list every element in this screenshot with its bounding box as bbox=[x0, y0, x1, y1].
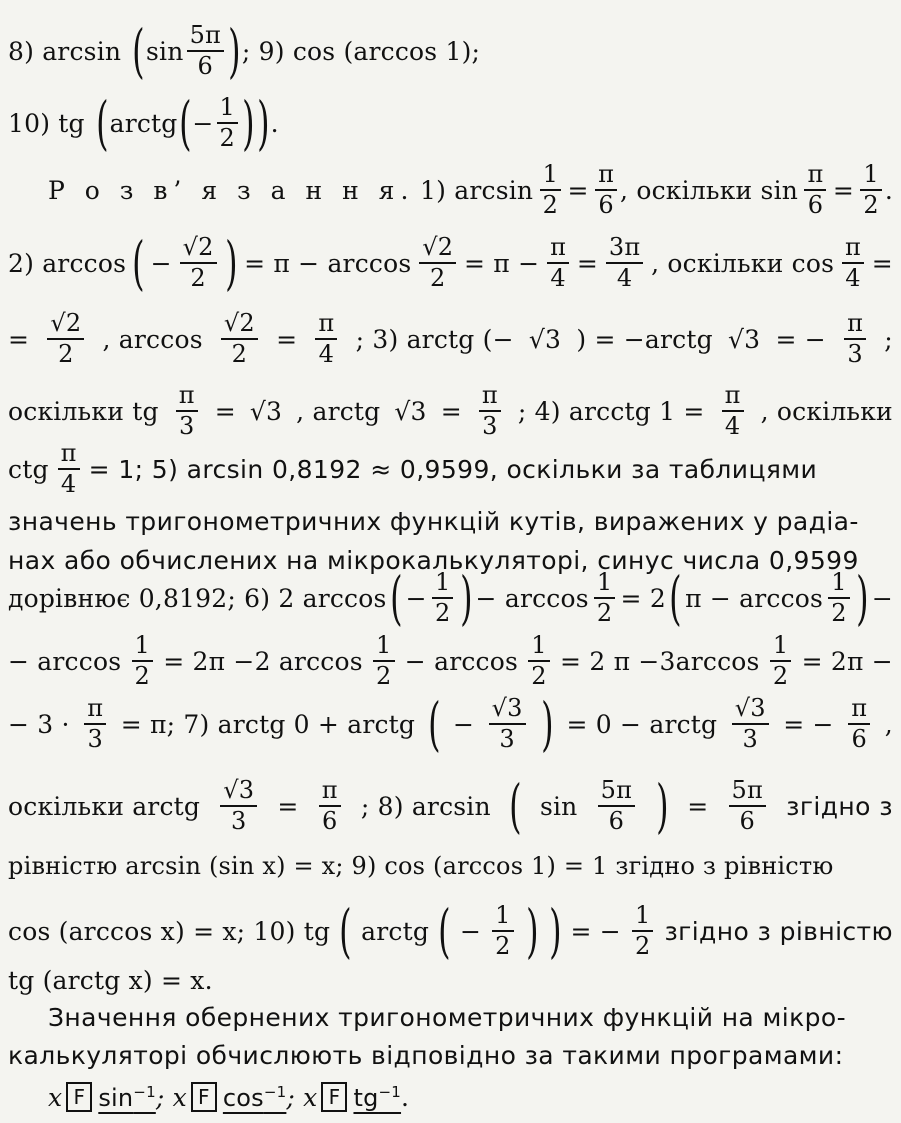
text: 2) arccos bbox=[8, 248, 127, 278]
text: = bbox=[871, 248, 893, 278]
fraction bbox=[844, 308, 866, 368]
numerator: √2 bbox=[47, 311, 84, 340]
numerator: √3 bbox=[489, 696, 526, 725]
text: нах або обчислених на мікрокалькуляторі, синус числа 0,9599 bbox=[8, 545, 859, 575]
text: tg (arctg x) = x. bbox=[8, 965, 213, 995]
text: sin bbox=[539, 791, 578, 821]
text: ; 4) arcctg 1 = bbox=[517, 396, 705, 426]
paren-close: ) bbox=[459, 563, 473, 632]
numerator: π bbox=[315, 311, 337, 340]
text: √3 bbox=[528, 324, 562, 354]
text: − bbox=[150, 248, 172, 278]
paren-open: ( bbox=[132, 228, 145, 297]
fraction bbox=[804, 159, 826, 219]
numerator: 1 bbox=[594, 570, 615, 599]
denominator: 2 bbox=[634, 932, 651, 960]
fraction bbox=[132, 630, 153, 690]
text: − bbox=[871, 583, 893, 613]
denominator: 2 bbox=[434, 599, 451, 627]
numerator: 1 bbox=[528, 633, 549, 662]
denominator: 2 bbox=[542, 191, 559, 219]
paren-close: ) bbox=[656, 771, 669, 840]
sin-inverse-key bbox=[98, 1082, 156, 1112]
denominator: 4 bbox=[550, 264, 566, 292]
text: x bbox=[48, 1082, 63, 1112]
text: дорівнює 0,8192; 6) 2 arccos bbox=[8, 583, 387, 613]
text: = − bbox=[783, 709, 834, 739]
numerator: π bbox=[84, 696, 106, 725]
line-14 bbox=[8, 848, 893, 884]
text: cos (arccos x) = x; 10) tg bbox=[8, 916, 331, 946]
denominator: 6 bbox=[739, 807, 756, 835]
numerator: 5π bbox=[187, 23, 224, 52]
text: 8) arcsin bbox=[8, 36, 122, 66]
text: − arccos bbox=[475, 583, 589, 613]
fraction bbox=[58, 438, 80, 498]
line-2 bbox=[8, 88, 893, 157]
line-15 bbox=[8, 898, 893, 964]
fraction bbox=[598, 775, 635, 835]
numerator: √2 bbox=[221, 311, 258, 340]
text: , bbox=[884, 709, 893, 739]
fraction bbox=[47, 308, 84, 368]
paren-close: ) bbox=[256, 88, 270, 157]
solution-heading: Р о з в’ я з а н н я. bbox=[48, 175, 415, 205]
fraction bbox=[84, 693, 106, 753]
numerator: 1 bbox=[860, 162, 881, 191]
text: = 0 − arctg bbox=[566, 709, 718, 739]
text: − bbox=[459, 916, 482, 946]
line-11 bbox=[8, 632, 893, 690]
text: ; 8) arcsin bbox=[360, 791, 491, 821]
fraction bbox=[842, 232, 864, 292]
line-17 bbox=[48, 1000, 893, 1034]
line-5 bbox=[8, 310, 893, 368]
fraction bbox=[176, 380, 198, 440]
numerator: π bbox=[848, 696, 870, 725]
fraction bbox=[595, 159, 617, 219]
numerator: 1 bbox=[770, 633, 791, 662]
numerator: π bbox=[844, 311, 866, 340]
text: = π; 7) arctg 0 + arctg bbox=[120, 709, 416, 739]
numerator: 3π bbox=[606, 235, 643, 264]
text: ; bbox=[884, 324, 893, 354]
numerator: 1 bbox=[828, 570, 849, 599]
fraction bbox=[828, 567, 849, 627]
paren-close: ) bbox=[525, 896, 539, 965]
denominator: 6 bbox=[851, 725, 867, 753]
text: −1 bbox=[263, 1082, 287, 1101]
f-key-icon: F bbox=[191, 1082, 217, 1112]
fraction bbox=[315, 308, 337, 368]
text: √3 bbox=[394, 396, 427, 426]
fraction bbox=[729, 775, 766, 835]
text: , оскільки bbox=[760, 396, 893, 426]
text: оскільки tg bbox=[8, 396, 159, 426]
text: = 2 π −3arccos bbox=[560, 646, 760, 676]
text: −1 bbox=[378, 1082, 402, 1101]
text: ; x bbox=[155, 1082, 187, 1112]
fraction bbox=[528, 630, 549, 690]
text: , arccos bbox=[102, 324, 203, 354]
text: . bbox=[884, 175, 894, 205]
line-10 bbox=[8, 563, 893, 632]
line-7 bbox=[8, 440, 893, 498]
text: = 2π −2 arccos bbox=[163, 646, 363, 676]
paren-open: ( bbox=[509, 771, 522, 840]
numerator: 1 bbox=[217, 95, 238, 124]
paren-open: ( bbox=[178, 88, 192, 157]
numerator: π bbox=[722, 383, 744, 412]
denominator: 2 bbox=[531, 662, 547, 690]
denominator: 3 bbox=[482, 412, 498, 440]
denominator: 2 bbox=[58, 340, 74, 368]
numerator: π bbox=[842, 235, 864, 264]
text: 1) arcsin bbox=[420, 175, 534, 205]
fraction bbox=[432, 567, 453, 627]
fraction bbox=[770, 630, 791, 690]
fraction bbox=[547, 232, 569, 292]
numerator: 5π bbox=[729, 778, 766, 807]
denominator: 2 bbox=[190, 264, 206, 292]
text: рівністю arcsin (sin x) = x; 9) cos (arccos 1) = 1 згідно з рівністю bbox=[8, 852, 834, 880]
text: ) = −arctg bbox=[576, 324, 713, 354]
denominator: 2 bbox=[134, 662, 150, 690]
fraction bbox=[860, 159, 881, 219]
text: ctg bbox=[8, 454, 49, 484]
fraction bbox=[217, 92, 238, 152]
denominator: 2 bbox=[495, 932, 511, 960]
text: = bbox=[832, 175, 854, 205]
paren-close: ) bbox=[541, 689, 554, 758]
numerator: π bbox=[547, 235, 569, 264]
line-8 bbox=[8, 505, 893, 537]
text: = − bbox=[570, 916, 621, 946]
denominator: 6 bbox=[321, 807, 338, 835]
fraction bbox=[848, 693, 870, 753]
numerator: 1 bbox=[132, 633, 153, 662]
denominator: 3 bbox=[231, 807, 247, 835]
numerator: 1 bbox=[373, 633, 394, 662]
text: = bbox=[440, 396, 462, 426]
paren-open: ( bbox=[339, 896, 352, 965]
text: = bbox=[567, 175, 589, 205]
numerator: 1 bbox=[492, 903, 513, 932]
numerator: π bbox=[176, 383, 198, 412]
text: = 1; 5) arcsin 0,8192 ≈ 0,9599, оскільки за таблицями bbox=[88, 454, 818, 484]
cos-inverse-key bbox=[222, 1082, 287, 1112]
numerator: π bbox=[595, 162, 617, 191]
text: 10) tg bbox=[8, 108, 85, 138]
text: = π − arccos bbox=[244, 248, 412, 278]
fraction bbox=[594, 567, 615, 627]
text: = bbox=[8, 324, 30, 354]
numerator: √3 bbox=[220, 778, 257, 807]
text: = − bbox=[775, 324, 826, 354]
text: arctg bbox=[361, 916, 430, 946]
fraction bbox=[492, 900, 513, 960]
line-6 bbox=[8, 382, 893, 440]
text: sin bbox=[98, 1083, 134, 1112]
numerator: π bbox=[479, 383, 501, 412]
numerator: π bbox=[319, 778, 341, 807]
text: = π − bbox=[464, 248, 540, 278]
text: . bbox=[401, 1082, 410, 1112]
fraction bbox=[732, 693, 769, 753]
numerator: 5π bbox=[598, 778, 635, 807]
line-12 bbox=[8, 690, 893, 758]
line-1 bbox=[8, 16, 893, 85]
numerator: √2 bbox=[180, 235, 217, 264]
paren-open: ( bbox=[132, 16, 145, 85]
paren-close: ) bbox=[242, 88, 255, 157]
text: √3 bbox=[249, 396, 283, 426]
text: = bbox=[576, 248, 599, 278]
text: , arctg bbox=[296, 396, 381, 426]
numerator: √2 bbox=[419, 235, 456, 264]
text: − 3 · bbox=[8, 709, 70, 739]
paren-open: ( bbox=[389, 563, 403, 632]
text: ; x bbox=[286, 1082, 318, 1112]
denominator: 2 bbox=[596, 599, 613, 627]
fraction bbox=[319, 775, 341, 835]
fraction bbox=[221, 308, 258, 368]
fraction bbox=[540, 159, 561, 219]
denominator: 2 bbox=[231, 340, 248, 368]
text: arctg bbox=[109, 108, 178, 138]
text: ; 3) arctg (− bbox=[355, 324, 514, 354]
text: tg bbox=[353, 1083, 379, 1112]
text: ; 9) cos (arccos 1); bbox=[241, 36, 481, 66]
fraction bbox=[187, 20, 224, 80]
text: = bbox=[687, 791, 709, 821]
numerator: √3 bbox=[732, 696, 769, 725]
denominator: 2 bbox=[429, 264, 446, 292]
denominator: 3 bbox=[178, 412, 195, 440]
text: cos bbox=[222, 1083, 264, 1112]
denominator: 3 bbox=[847, 340, 863, 368]
paren-close: ) bbox=[548, 896, 562, 965]
text: − arccos bbox=[8, 646, 122, 676]
text: = 2π − bbox=[801, 646, 893, 676]
text: = 2 bbox=[620, 583, 666, 613]
fraction bbox=[489, 693, 526, 753]
text: = bbox=[214, 396, 236, 426]
text: π − arccos bbox=[685, 583, 824, 613]
denominator: 2 bbox=[219, 124, 235, 152]
line-16 bbox=[8, 962, 893, 998]
text: оскільки arctg bbox=[8, 791, 201, 821]
denominator: 3 bbox=[87, 725, 103, 753]
text: калькуляторі обчислюють відповідно за такими програмами: bbox=[8, 1040, 844, 1070]
denominator: 4 bbox=[318, 340, 335, 368]
text: Значення обернених тригонометричних функцій на мікро- bbox=[48, 1002, 846, 1032]
paren-close: ) bbox=[855, 563, 869, 632]
line-4 bbox=[8, 228, 893, 297]
denominator: 2 bbox=[831, 599, 847, 627]
calculator-programs bbox=[48, 1078, 893, 1116]
f-key-icon: F bbox=[66, 1082, 92, 1112]
text: . bbox=[270, 108, 279, 138]
denominator: 4 bbox=[845, 264, 861, 292]
paren-open: ( bbox=[95, 88, 109, 157]
paren-open: ( bbox=[427, 689, 441, 758]
denominator: 6 bbox=[197, 52, 214, 80]
denominator: 3 bbox=[742, 725, 758, 753]
paren-close: ) bbox=[225, 228, 239, 297]
fraction bbox=[180, 232, 217, 292]
fraction bbox=[606, 232, 643, 292]
numerator: π bbox=[804, 162, 826, 191]
fraction bbox=[419, 232, 456, 292]
fraction bbox=[722, 380, 744, 440]
text: = bbox=[276, 324, 298, 354]
tg-inverse-key bbox=[353, 1082, 402, 1112]
denominator: 4 bbox=[60, 470, 77, 498]
text: згідно з рівністю bbox=[664, 916, 893, 946]
numerator: π bbox=[58, 441, 80, 470]
numerator: 1 bbox=[432, 570, 453, 599]
fraction bbox=[632, 900, 653, 960]
numerator: 1 bbox=[540, 162, 561, 191]
text: − arccos bbox=[404, 646, 519, 676]
text: згідно з bbox=[786, 791, 893, 821]
line-18 bbox=[8, 1038, 893, 1072]
f-key-icon: F bbox=[321, 1082, 347, 1112]
text: −1 bbox=[133, 1082, 156, 1101]
denominator: 4 bbox=[616, 264, 633, 292]
denominator: 2 bbox=[772, 662, 789, 690]
text: значень тригонометричних функцій кутів, виражених у радіа- bbox=[8, 506, 859, 536]
text: = bbox=[277, 791, 299, 821]
text: − bbox=[453, 709, 475, 739]
text: − bbox=[192, 108, 214, 138]
denominator: 6 bbox=[807, 191, 824, 219]
denominator: 3 bbox=[499, 725, 515, 753]
line-13 bbox=[8, 772, 893, 840]
line-3 bbox=[48, 159, 894, 219]
denominator: 2 bbox=[863, 191, 879, 219]
denominator: 6 bbox=[608, 807, 625, 835]
paren-open: ( bbox=[438, 896, 451, 965]
text: sin bbox=[146, 36, 184, 66]
denominator: 4 bbox=[724, 412, 741, 440]
paren-close: ) bbox=[228, 16, 241, 85]
denominator: 2 bbox=[376, 662, 392, 690]
denominator: 6 bbox=[598, 191, 614, 219]
fraction bbox=[373, 630, 394, 690]
fraction bbox=[479, 380, 501, 440]
text: , оскільки sin bbox=[620, 175, 799, 205]
text: , оскільки cos bbox=[651, 248, 835, 278]
text: − bbox=[405, 583, 427, 613]
paren-open: ( bbox=[669, 563, 682, 632]
fraction bbox=[220, 775, 257, 835]
numerator: 1 bbox=[632, 903, 653, 932]
text: √3 bbox=[728, 324, 761, 354]
